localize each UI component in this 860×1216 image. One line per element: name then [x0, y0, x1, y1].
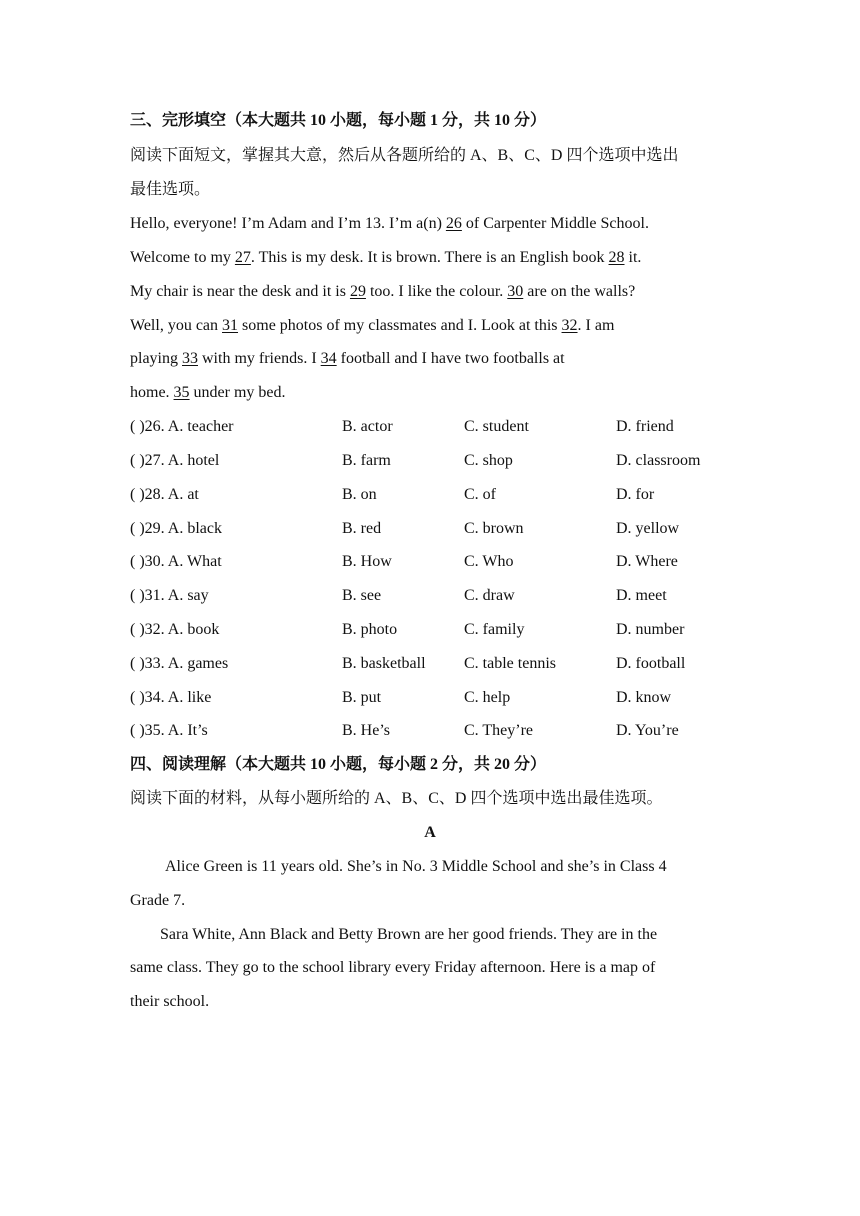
passage-text: with my friends. I	[198, 350, 321, 367]
question-29	[130, 519, 730, 539]
blank-35: 35	[173, 384, 190, 401]
reading-paragraph1-line2: Grade 7.	[130, 892, 186, 909]
question-30-option-b: B. How	[342, 553, 392, 570]
passage-line1	[130, 214, 649, 234]
question-26-option-a: ( )26. A. teacher	[130, 418, 234, 435]
question-30-option-a: ( )30. A. What	[130, 553, 222, 570]
question-29-option-a: ( )29. A. black	[130, 520, 222, 537]
question-33-option-a: ( )33. A. games	[130, 655, 229, 672]
question-35-option-b: B. He’s	[342, 722, 390, 739]
blank-32: 32	[561, 317, 578, 334]
question-33	[130, 654, 730, 674]
blank-33: 33	[182, 350, 198, 367]
passage-text: football and I have two footballs at	[336, 350, 565, 367]
question-32-option-d: D. number	[616, 621, 685, 638]
question-34-option-a: ( )34. A. like	[130, 689, 212, 706]
question-32-option-c: C. family	[464, 621, 525, 638]
passage-text: Well, you can	[130, 317, 223, 334]
question-35-option-a: ( )35. A. It’s	[130, 722, 208, 739]
blank-31: 31	[222, 317, 239, 334]
reading-part-label: A	[424, 824, 436, 841]
reading-paragraph2-line3: their school.	[130, 993, 210, 1010]
passage-text: . I am	[577, 317, 615, 334]
question-35	[130, 721, 730, 741]
question-27-option-a: ( )27. A. hotel	[130, 452, 220, 469]
question-29-option-c: C. brown	[464, 520, 524, 537]
section3-instruction-line2: 最佳选项。	[130, 181, 211, 198]
question-27-option-d: D. classroom	[616, 452, 701, 469]
passage-text: of Carpenter Middle School.	[461, 215, 649, 232]
blank-34: 34	[320, 350, 337, 367]
passage-text: under my bed.	[189, 384, 286, 401]
question-34-option-c: C. help	[464, 689, 511, 706]
blank-29: 29	[349, 283, 366, 300]
question-34	[130, 688, 730, 708]
passage-line3	[130, 282, 635, 302]
question-28-option-c: C. of	[464, 486, 496, 503]
question-35-option-c: C. They’re	[464, 722, 534, 739]
question-26-option-c: C. student	[464, 418, 529, 435]
question-26-option-b: B. actor	[342, 418, 393, 435]
question-33-option-c: C. table tennis	[464, 655, 556, 672]
blank-30: 30	[507, 283, 524, 300]
question-30-option-d: D. Where	[616, 553, 678, 570]
question-30	[130, 552, 730, 572]
passage-line5	[130, 349, 565, 369]
question-28-option-b: B. on	[342, 486, 377, 503]
reading-paragraph2-line1: Sara White, Ann Black and Betty Brown are her good friends. They are in the	[160, 926, 658, 943]
passage-text: home.	[130, 384, 174, 401]
section3-title: 三、完形填空（本大题共 10 小题，每小题 1 分，共 10 分）	[130, 112, 547, 129]
question-32	[130, 620, 730, 640]
passage-text: Welcome to my	[130, 249, 235, 266]
passage-line6	[130, 383, 286, 403]
question-33-option-b: B. basketball	[342, 655, 426, 672]
reading-paragraph2-line2: same class. They go to the school library every Friday afternoon. Here is a map of	[130, 959, 656, 976]
question-28-option-a: ( )28. A. at	[130, 486, 199, 503]
blank-28: 28	[608, 249, 625, 266]
question-26	[130, 417, 730, 437]
passage-text: some photos of my classmates and I. Look at this	[238, 317, 562, 334]
passage-text: Hello, everyone! I’m Adam and I’m 13. I’m a(n)	[130, 215, 446, 232]
section3-instruction-line1: 阅读下面短文，掌握其大意，然后从各题所给的 A、B、C、D 四个选项中选出	[130, 147, 679, 164]
question-31-option-d: D. meet	[616, 587, 667, 604]
question-34-option-d: D. know	[616, 689, 672, 706]
reading-paragraph1-line1: Alice Green is 11 years old. She’s in No. 3 Middle School and she’s in Class 4	[165, 858, 667, 875]
section4-title: 四、阅读理解（本大题共 10 小题，每小题 2 分，共 20 分）	[130, 756, 547, 773]
question-29-option-b: B. red	[342, 520, 382, 537]
question-33-option-d: D. football	[616, 655, 686, 672]
question-28	[130, 485, 730, 505]
question-32-option-b: B. photo	[342, 621, 398, 638]
question-31-option-a: ( )31. A. say	[130, 587, 209, 604]
question-30-option-c: C. Who	[464, 553, 514, 570]
passage-text: My chair is near the desk and it is	[130, 283, 350, 300]
question-27-option-c: C. shop	[464, 452, 513, 469]
question-26-option-d: D. friend	[616, 418, 674, 435]
question-28-option-d: D. for	[616, 486, 655, 503]
blank-26: 26	[445, 215, 462, 232]
passage-text: . This is my desk. It is brown. There is an English book	[250, 249, 609, 266]
question-32-option-a: ( )32. A. book	[130, 621, 220, 638]
question-29-option-d: D. yellow	[616, 520, 680, 537]
question-31-option-b: B. see	[342, 587, 382, 604]
question-34-option-b: B. put	[342, 689, 382, 706]
passage-text: it.	[624, 249, 642, 266]
section4-instruction: 阅读下面的材料，从每小题所给的 A、B、C、D 四个选项中选出最佳选项。	[130, 790, 663, 807]
passage-text: are on the walls?	[523, 283, 636, 300]
passage-text: too. I like the colour.	[365, 283, 508, 300]
passage-text: playing	[130, 350, 182, 367]
question-27-option-b: B. farm	[342, 452, 391, 469]
question-31	[130, 586, 730, 606]
question-27	[130, 451, 730, 471]
passage-line4	[130, 316, 614, 336]
passage-line2	[130, 248, 641, 268]
question-31-option-c: C. draw	[464, 587, 515, 604]
question-35-option-d: D. You’re	[616, 722, 679, 739]
blank-27: 27	[234, 249, 251, 266]
